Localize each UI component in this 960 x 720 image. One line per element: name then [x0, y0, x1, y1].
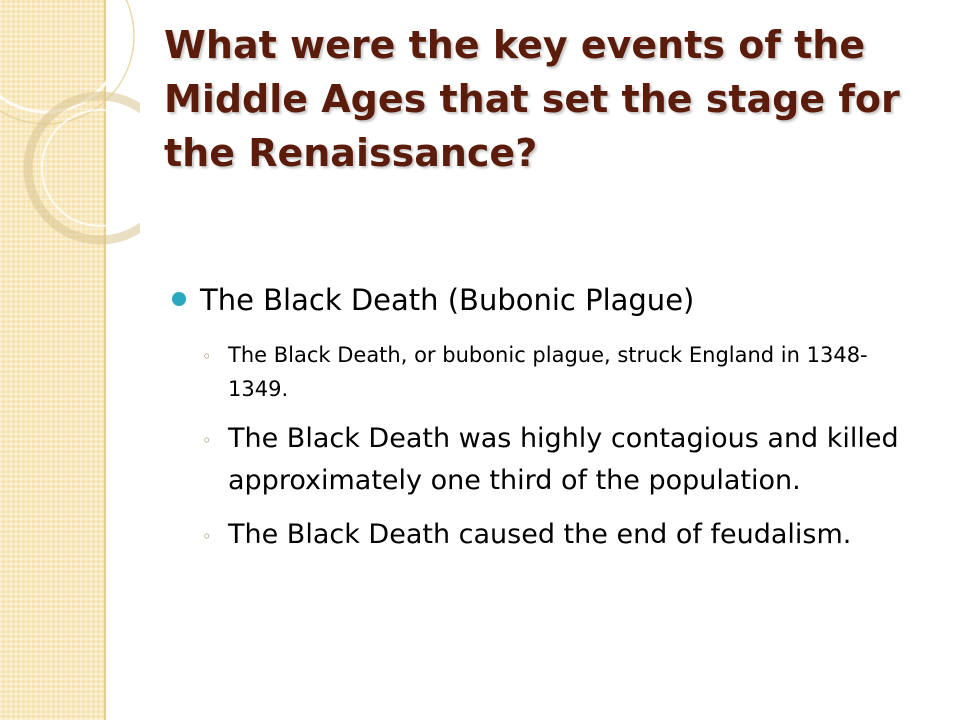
sub-bullet-text: The Black Death, or bubonic plague, struck England in 1348-1349.	[228, 343, 868, 401]
sub-bullet-item	[172, 418, 902, 502]
ring-bullet-icon: ◦	[202, 527, 212, 546]
bullet-text: The Black Death (Bubonic Plague)	[200, 283, 695, 317]
decorative-circles-icon	[0, 0, 140, 260]
sub-bullet-text: The Black Death caused the end of feudalism.	[228, 519, 852, 550]
slide-title: What were the key events of the Middle Ages that set the stage for the Renaissance?	[164, 23, 900, 175]
ring-bullet-icon: ◦	[202, 431, 212, 450]
bullet-item	[172, 278, 902, 322]
sub-bullet-item	[172, 514, 902, 556]
round-bullet-icon	[172, 292, 186, 306]
slide-content	[172, 278, 902, 568]
ring-bullet-icon: ◦	[202, 347, 212, 366]
sub-bullet-text: The Black Death was highly contagious and killed approximately one third of the population.	[228, 423, 899, 496]
sub-bullet-item	[172, 338, 902, 406]
